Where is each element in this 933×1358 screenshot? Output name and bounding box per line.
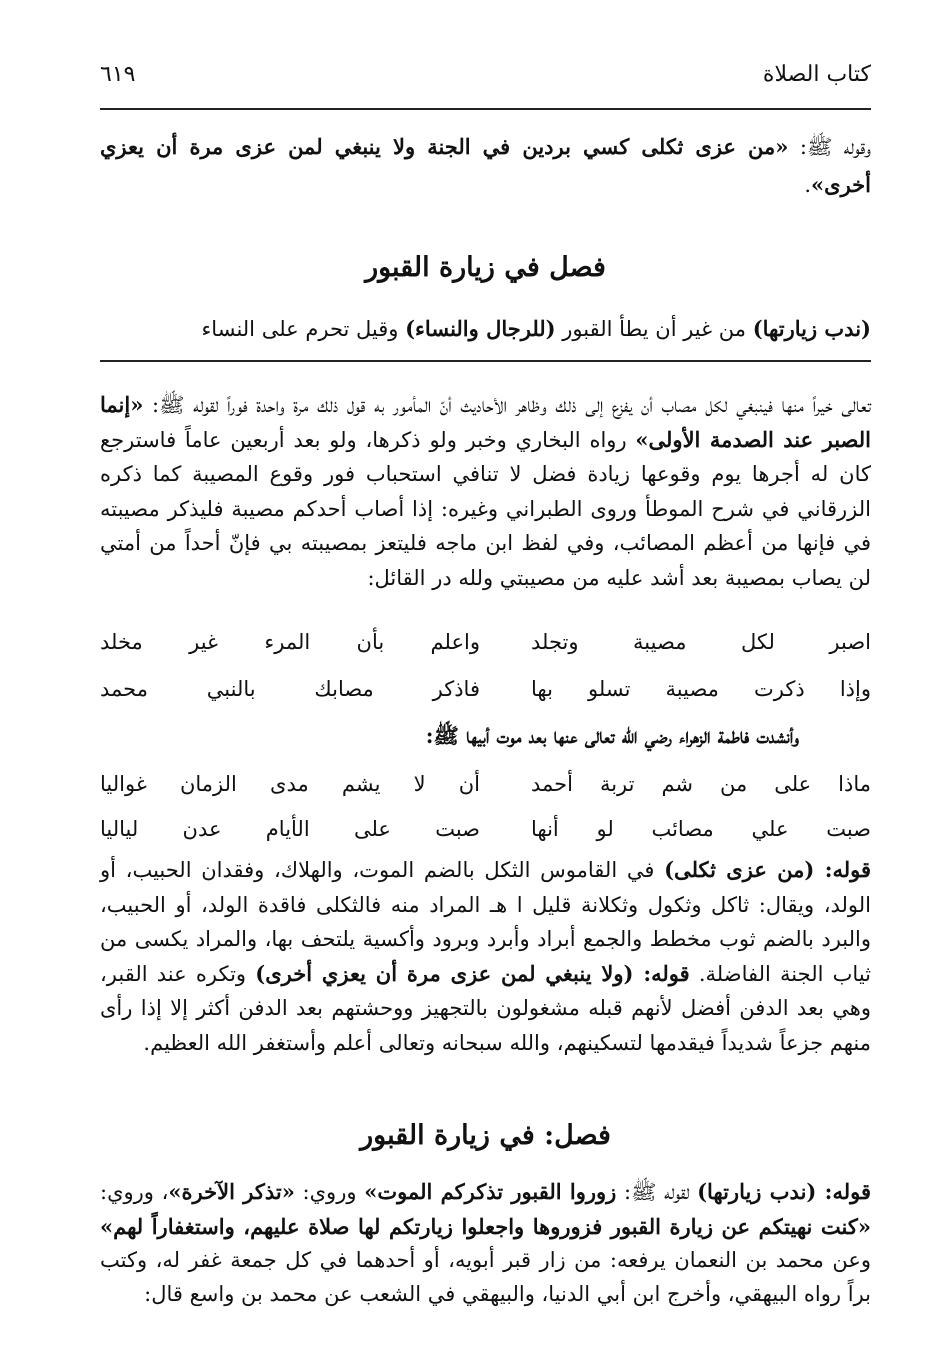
hadith-quote: زوروا القبور تذكركم الموت»	[364, 1179, 617, 1204]
verse-second-hemistich: أن لا يشم مدى الزمان غواليا	[100, 772, 480, 796]
text-run: لقوله ﷺ:	[616, 1180, 698, 1204]
text-run: تعالى خيراً منها فينبغي لكل مصاب أن يفزع إلى ذلك وظاهر الأحاديث أنّ المأمور به قول ذلك مرة واحدة فوراً لقوله ﷺ:	[143, 393, 871, 417]
hadith-quote: «إنما الصبر عند الصدمة الأولى»	[100, 392, 871, 452]
commentary-lemma: قوله: (ولا ينبغي لمن عزى مرة أن يعزي أخرى)	[255, 960, 690, 986]
header-rule	[100, 108, 871, 110]
text-run: .	[804, 173, 812, 197]
hadith-quote: «من عزى ثكلى كسي بردين في الجنة ولا ينبغي لمن عزى مرة أن يعزي أخرى»	[100, 134, 871, 197]
matn-bold: (للرجال والنساء)	[405, 316, 556, 341]
verse-second-hemistich: فاذكر مصابك بالنبي محمد	[100, 677, 480, 701]
commentary-lemma: قوله: (من عزى ثكلى)	[664, 857, 871, 882]
text-run: وروي:	[294, 1180, 365, 1204]
verse-second-hemistich: صبت على الأيام عدن لياليا	[100, 817, 480, 841]
commentary-paragraph-3	[100, 1175, 871, 1311]
poem-verse	[100, 670, 871, 708]
poem-verse	[100, 765, 871, 803]
poem-intro: وأنشدت فاطمة الزهراء رضي الله تعالى عنها بعد موت أبيها ﷺ:	[425, 723, 799, 748]
commentary-lemma: قوله: (ندب زيارتها)	[697, 1179, 871, 1204]
poem-verse	[100, 810, 871, 848]
hadith-quote: «تذكر الآخرة»	[168, 1179, 295, 1204]
matn-bold: (ندب زيارتها)	[752, 316, 871, 341]
book-title: كتاب الصلاة	[762, 62, 871, 87]
hadith-paragraph	[100, 128, 871, 204]
text-run: وعن محمد بن النعمان يرفعه: من زار قبر أبويه، أو أحدهما في كل جمعة غفر له، وكتب براً رواه البيهقي، وأخرج ابن أبي الدنيا، والبيهقي في الشعب عن محمد بن واسع قال:	[100, 1248, 871, 1306]
verse-first-hemistich: ماذا على من شم تربة أحمد	[531, 772, 871, 796]
section-heading: فصل: في زيارة القبور	[360, 1120, 611, 1151]
text-run: من غير أن يطأ القبور	[555, 317, 753, 341]
hadith-quote: «كنت نهيتكم عن زيارة القبور فزوروها واجعلوا زيارتكم لها صلاة عليهم، واستغفاراً لهم»	[100, 1213, 871, 1239]
text-run: ، وروي:	[100, 1180, 169, 1204]
running-header	[100, 62, 871, 98]
text-run: وقوله ﷺ:	[788, 135, 871, 159]
text-run: رواه البخاري وخبر ولو ذكرها، ولو بعد أربعين عاماً فاسترجع كان له أجرها يوم وقوعها زيادة فضل لا تنافي استحباب فور وقوع المصيبة كما ذكره الزرقاني في شرح الموطأ وروى الطبراني وغيره: إذا أصاب أحدكم مصيبة فليذكر مصيبته في فإنها من أعظم المصائب، وفي لفظ ابن ماجه فليتعز بمصيبته بي فإنّ أحداً من أمتي لن يصاب بمصيبة بعد أشد عليه من مصيبتي ولله در القائل:	[100, 427, 871, 590]
text-run: وقيل تحرم على النساء	[201, 317, 406, 341]
commentary-paragraph-1	[100, 388, 871, 596]
verse-first-hemistich: صبت علي مصائب لو أنها	[531, 817, 871, 841]
matn-text	[100, 312, 871, 346]
text-run: وتكره عند القبر، وهي بعد الدفن أفضل لأنهم قبله مشغولون بالتجهيز ووحشتهم بعد الدفن أكثر إلا إذا رأى منهم جزعاً شديداً فيقدمها لتسكينهم، والله سبحانه وتعالى أعلم وأستغفر الله العظيم.	[100, 961, 871, 1055]
verse-first-hemistich: اصبر لكل مصيبة وتجلد	[531, 630, 871, 654]
text-run: في القاموس الثكل بالضم الموت، والهلاك، وفقدان الحبيب، أو الولد، ويقال: ثاكل وثكول وثكلانة قليل ا هـ المراد منه فالثكلى فاقدة الولد، أو الحبيب، والبرد بالضم ثوب مخطط والجمع أبراد وأبرد وبرود وأكسية يلتحف بها، والمراد يكسى من ثياب الجنة الفاضلة.	[100, 858, 871, 986]
poem-verse	[100, 623, 871, 661]
matn-rule	[100, 360, 871, 362]
verse-second-hemistich: واعلم بأن المرء غير مخلد	[100, 630, 480, 654]
commentary-paragraph-2	[100, 853, 871, 1060]
page-number: ٦١٩	[100, 62, 136, 87]
verse-first-hemistich: وإذا ذكرت مصيبة تسلو بها	[531, 677, 871, 701]
section-heading: فصل في زيارة القبور	[365, 252, 606, 283]
